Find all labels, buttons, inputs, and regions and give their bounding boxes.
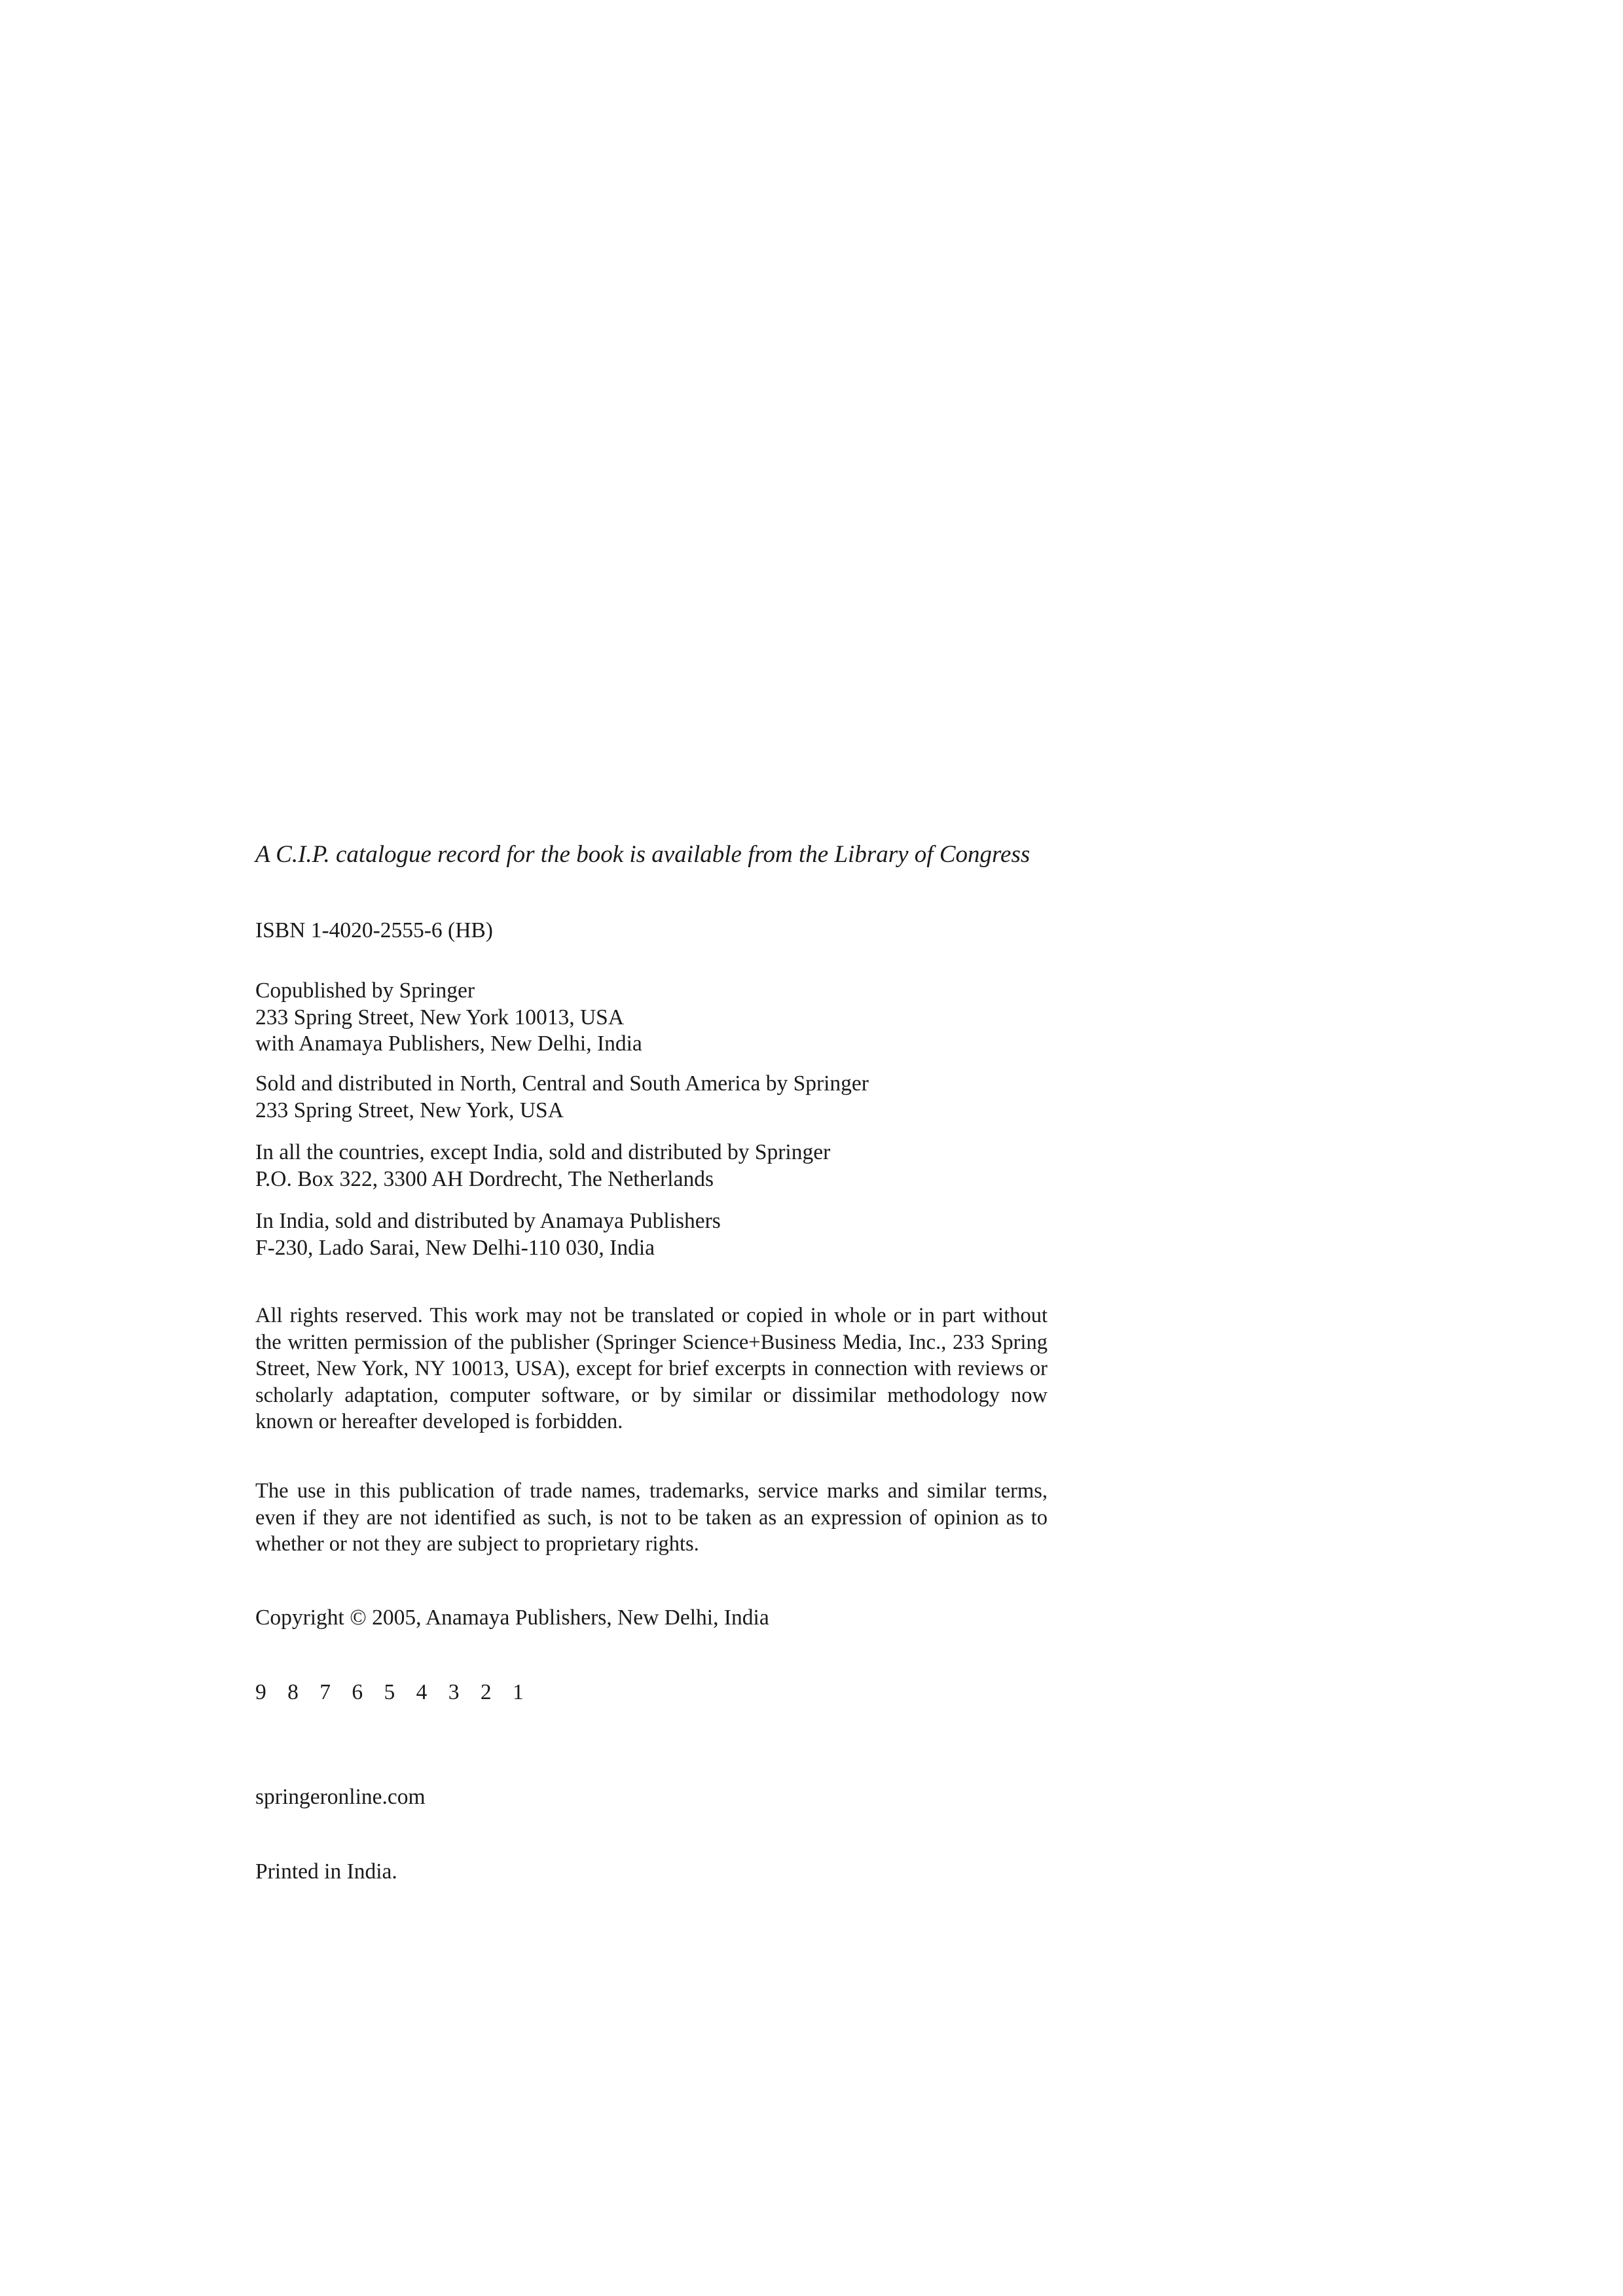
- copublisher-block: [255, 978, 1048, 1058]
- copublisher-partner: with Anamaya Publishers, New Delhi, India: [255, 1031, 642, 1056]
- rights-notice: All rights reserved. This work may not be translated or copied in whole or in part without the written permission of the publisher (Springer Science+Business Media, Inc., 233 Spring Street, New York, NY 10013, USA), except for brief excerpts in connection with reviews or scholarly adaptation, computer software, or by similar or dissimilar methodology now known or hereafter developed is forbidden.: [255, 1304, 1048, 1433]
- distribution-americas-line: Sold and distributed in North, Central and South America by Springer: [255, 1071, 869, 1096]
- trademark-notice: The use in this publication of trade names, trademarks, service marks and similar terms, even if they are not identified as such, is not to be taken as an expression of opinion as to whether or not they are subject to proprietary rights.: [255, 1479, 1048, 1556]
- printed-in: Printed in India.: [255, 1859, 397, 1884]
- isbn: ISBN 1-4020-2555-6 (HB): [255, 918, 493, 942]
- copublisher-line: Copublished by Springer: [255, 978, 475, 1003]
- distribution-americas-address: 233 Spring Street, New York, USA: [255, 1098, 564, 1122]
- copyright-line: Copyright © 2005, Anamaya Publishers, New Delhi, India: [255, 1605, 769, 1630]
- distribution-india-block: [255, 1208, 1048, 1261]
- distribution-americas-block: [255, 1071, 1048, 1124]
- distribution-india-line: In India, sold and distributed by Anamaya Publishers: [255, 1209, 721, 1233]
- copublisher-address: 233 Spring Street, New York 10013, USA: [255, 1005, 625, 1030]
- cip-note: A C.I.P. catalogue record for the book is available from the Library of Congress: [255, 841, 1030, 868]
- website: springeronline.com: [255, 1785, 426, 1809]
- distribution-world-line: In all the countries, except India, sold and distributed by Springer: [255, 1140, 831, 1164]
- distribution-world-block: [255, 1139, 1048, 1193]
- printing-line: 9 8 7 6 5 4 3 2 1: [255, 1680, 530, 1704]
- distribution-india-address: F-230, Lado Sarai, New Delhi-110 030, India: [255, 1235, 655, 1260]
- distribution-world-address: P.O. Box 322, 3300 AH Dordrecht, The Netherlands: [255, 1166, 714, 1191]
